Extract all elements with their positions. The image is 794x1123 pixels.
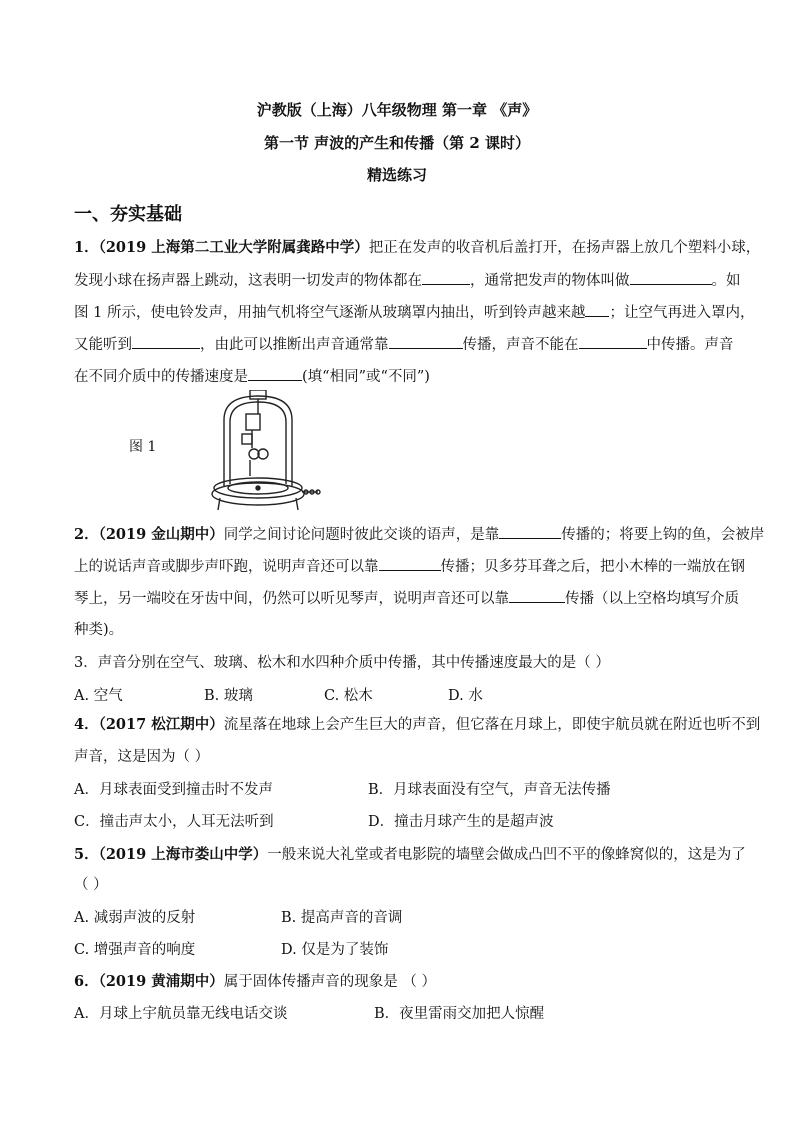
q5-option-c[interactable]: C. 增强声音的响度: [74, 942, 196, 958]
q5-option-d[interactable]: D. 仅是为了装饰: [281, 942, 389, 958]
answer-blank[interactable]: [379, 556, 441, 571]
q2-number: 2．: [74, 526, 99, 543]
q2-line1: 2．（2019 金山期中）同学之间讨论问题时彼此交谈的语声，是靠 传播的；将要上钩的鱼，会被岸: [74, 526, 765, 543]
answer-blank[interactable]: [248, 366, 302, 381]
figure-label: 图 1: [129, 439, 157, 455]
q3-option-c[interactable]: C. 松木: [324, 688, 373, 704]
q4-line1: 4．（2017 松江期中）流星落在地球上会产生巨大的声音，但它落在月球上，即使宇航员就在附近也听不到: [74, 716, 761, 733]
q4-option-a[interactable]: A．月球表面受到撞击时不发声: [74, 782, 273, 798]
q6-option-b[interactable]: B．夜里雷雨交加把人惊醒: [374, 1006, 545, 1022]
answer-blank[interactable]: [389, 334, 463, 349]
q5-number: 5．: [74, 846, 99, 863]
q1-line5: 在不同介质中的传播速度是 (填“相同”或“不同”): [74, 366, 724, 387]
q5-line2: （ ）: [74, 877, 108, 893]
answer-blank[interactable]: [132, 334, 200, 349]
q4-line2: 声音，这是因为（ ）: [74, 749, 210, 765]
exercise-label: 精选练习: [366, 166, 427, 184]
document-title: 沪教版（上海）八年级物理 第一章 《声》: [256, 101, 538, 119]
q2-line2: 上的说话声音或脚步声吓跑，说明声音还可以靠 传播；贝多芬耳聋之后，把小木棒的一端放在钢: [74, 556, 724, 577]
q5-source: （2019 上海市娄山中学）: [98, 846, 268, 863]
q6-source: （2019 黄浦期中）: [98, 973, 224, 990]
answer-blank[interactable]: [585, 302, 609, 317]
q1-line1: 1．（2019 上海第二工业大学附属龚路中学）把正在发声的收音机后盖打开，在扬声器上放几个塑料小球，: [74, 239, 761, 256]
answer-blank[interactable]: [630, 270, 712, 285]
q6-option-a[interactable]: A．月球上宇航员靠无线电话交谈: [74, 1006, 288, 1022]
answer-blank[interactable]: [579, 334, 647, 349]
q4-number: 4．: [74, 716, 99, 733]
answer-blank[interactable]: [499, 524, 561, 539]
q4-option-d[interactable]: D．撞击月球产生的是超声波: [368, 814, 554, 830]
q3-option-a[interactable]: A. 空气: [74, 688, 123, 704]
bell-jar-figure: [206, 390, 322, 512]
q4-option-c[interactable]: C．撞击声太小，人耳无法听到: [74, 814, 274, 830]
q3-stem: 3．声音分别在空气、玻璃、松木和水四种介质中传播，其中传播速度最大的是（ ）: [74, 655, 610, 671]
q2-line3: 琴上，另一端咬在牙齿中间，仍然可以听见琴声，说明声音还可以靠 传播（以上空格均填写介质: [74, 588, 724, 609]
q2-line4: 种类)。: [74, 622, 124, 638]
answer-blank[interactable]: [509, 588, 565, 603]
q5-option-a[interactable]: A. 减弱声波的反射: [74, 910, 196, 926]
q4-option-b[interactable]: B．月球表面没有空气，声音无法传播: [368, 782, 611, 798]
q5-line1: 5．（2019 上海市娄山中学）一般来说大礼堂或者电影院的墙壁会做成凸凹不平的像蜂窝似的，这是为了: [74, 846, 746, 863]
q1-source: （2019 上海第二工业大学附属龚路中学）: [98, 239, 369, 256]
q6-line1: 6．（2019 黄浦期中）属于固体传播声音的现象是 （ ）: [74, 973, 436, 990]
q1-line4: 又能听到 ，由此可以推断出声音通常靠 传播，声音不能在 中传播。声音: [74, 334, 724, 355]
q3-option-b[interactable]: B. 玻璃: [204, 688, 253, 704]
q1-number: 1．: [74, 239, 99, 256]
q1-line2: 发现小球在扬声器上跳动，这表明一切发声的物体都在 ，通常把发声的物体叫做 。如: [74, 270, 724, 291]
q2-source: （2019 金山期中）: [98, 526, 224, 543]
q5-option-b[interactable]: B. 提高声音的音调: [281, 910, 403, 926]
q1-line3: 图 1 所示，使电铃发声，用抽气机将空气逐渐从玻璃罩内抽出，听到铃声越来越 ；让空气再进入罩内，: [74, 302, 724, 323]
q4-source: （2017 松江期中）: [98, 716, 224, 733]
q3-option-d[interactable]: D. 水: [448, 688, 483, 704]
section-subtitle: 第一节 声波的产生和传播（第 2 课时）: [263, 134, 531, 152]
q6-number: 6．: [74, 973, 99, 990]
section-heading: 一、夯实基础: [74, 204, 182, 225]
answer-blank[interactable]: [422, 270, 470, 285]
